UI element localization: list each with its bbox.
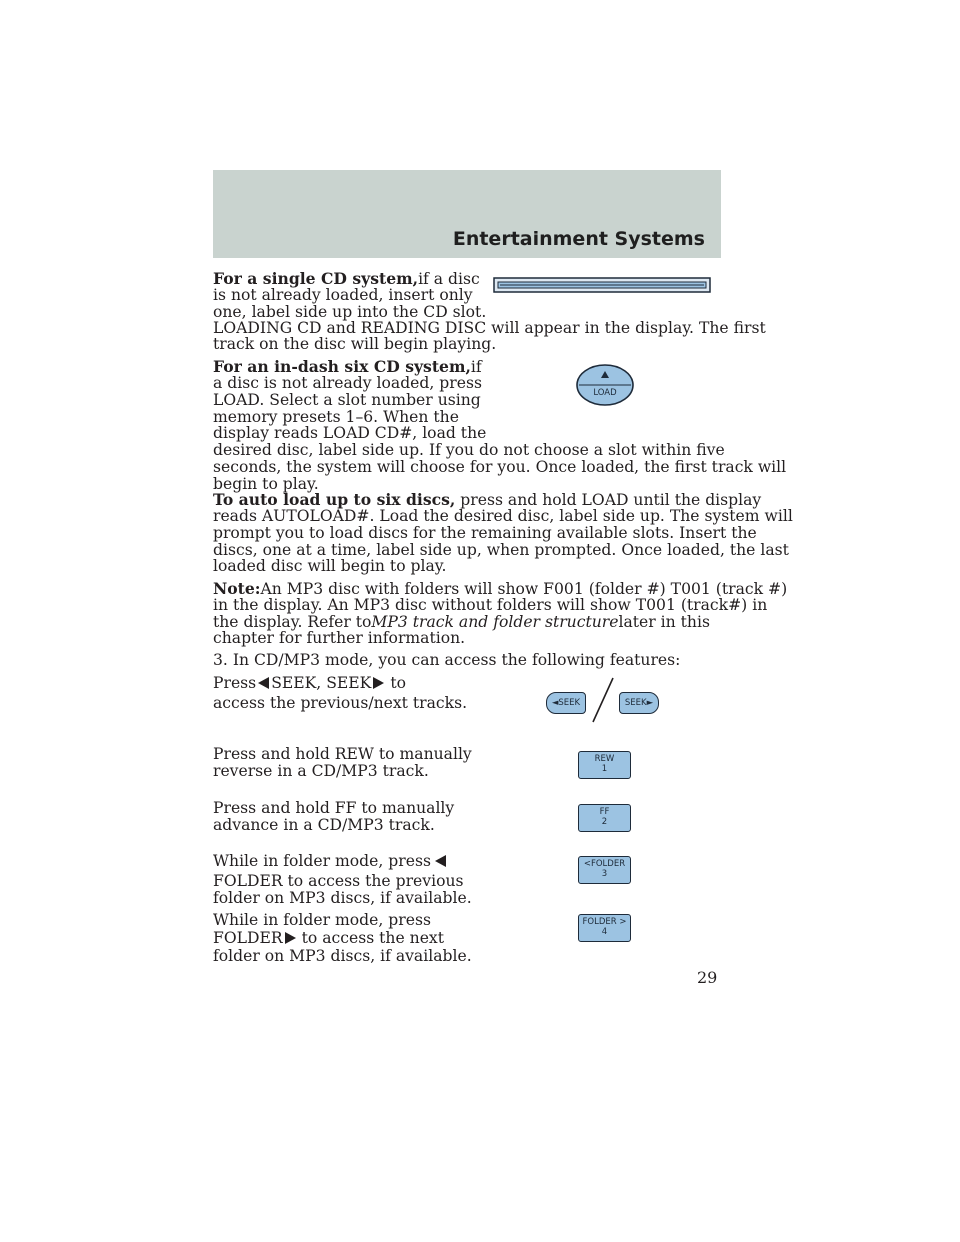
autoload-line-5: loaded disc will begin to play. (213, 557, 447, 575)
note-line-4: chapter for further information. (213, 629, 466, 647)
six-cd-line-7: seconds, the system will choose for you. Once loaded, the first track will (213, 458, 787, 476)
folder-prev-line-1: While in folder mode, press (213, 853, 448, 870)
seek-line-2: access the previous/next tracks. (213, 694, 468, 712)
folder-next-line-1: While in folder mode, press (213, 911, 431, 929)
rew-button: REW 1 (578, 751, 631, 779)
seek-line-1: Press SEEK, SEEK to (213, 674, 406, 692)
single-cd-line-4: LOADING CD and READING DISC will appear in the display. The first (213, 319, 766, 337)
six-cd-line-5: display reads LOAD CD#, load the (213, 424, 487, 442)
six-cd-line-8: begin to play. (213, 475, 319, 493)
rew-line-1: Press and hold REW to manually (213, 745, 472, 763)
left-arrow-icon (435, 855, 446, 867)
ff-line-2: advance in a CD/MP3 track. (213, 816, 435, 834)
six-cd-line-4: memory presets 1–6. When the (213, 408, 459, 426)
page-number: 29 (697, 968, 718, 987)
note-line-1: Note:An MP3 disc with folders will show F001 (folder #) T001 (track #) (213, 579, 788, 598)
six-cd-line-6: desired disc, label side up. If you do not choose a slot within five (213, 441, 725, 459)
folder-prev-line-2: FOLDER to access the previous (213, 872, 464, 890)
six-cd-line-1: For an in-dash six CD system,if (213, 357, 482, 376)
folder-prev-button: <FOLDER 3 (578, 856, 631, 884)
seek-prev-button: ◄SEEK (546, 692, 586, 714)
seek-next-button: SEEK► (619, 692, 659, 714)
note-line-3: the display. Refer toMP3 track and folder structurelater in this (213, 613, 710, 631)
folder-next-line-2: FOLDER to access the next (213, 929, 444, 947)
note-line-2: in the display. An MP3 disc without folders will show T001 (track#) in (213, 596, 768, 614)
folder-next-button: FOLDER > 4 (578, 914, 631, 942)
cd-slot-illustration (493, 277, 711, 293)
left-arrow-icon (258, 677, 269, 689)
folder-next-line-3: folder on MP3 discs, if available. (213, 947, 472, 965)
autoload-line-3: prompt you to load discs for the remaining available slots. Insert the (213, 524, 757, 542)
right-arrow-icon (373, 677, 384, 689)
ff-button: FF 2 (578, 804, 631, 832)
seek-divider (591, 676, 615, 724)
folder-prev-line-3: folder on MP3 discs, if available. (213, 889, 472, 907)
rew-line-2: reverse in a CD/MP3 track. (213, 762, 429, 780)
load-button (575, 363, 635, 407)
autoload-line-2: reads AUTOLOAD#. Load the desired disc, label side up. The system will (213, 507, 793, 525)
load-button-shape (575, 363, 635, 407)
single-cd-line-1: For a single CD system,if a disc (213, 269, 480, 288)
autoload-line-1: To auto load up to six discs, press and hold LOAD until the display (213, 490, 762, 509)
step-3: 3. In CD/MP3 mode, you can access the following features: (213, 651, 681, 669)
header-band (213, 170, 721, 258)
autoload-line-4: discs, one at a time, label side up, when prompted. Once loaded, the last (213, 541, 789, 559)
single-cd-line-3: one, label side up into the CD slot. (213, 303, 487, 321)
right-arrow-icon (285, 932, 296, 944)
single-cd-line-5: track on the disc will begin playing. (213, 335, 497, 353)
six-cd-line-3: LOAD. Select a slot number using (213, 391, 481, 409)
six-cd-line-2: a disc is not already loaded, press (213, 374, 482, 392)
load-button-label: LOAD (593, 388, 617, 398)
single-cd-line-2: is not already loaded, insert only (213, 286, 473, 304)
ff-line-1: Press and hold FF to manually (213, 799, 455, 817)
section-title: Entertainment Systems (452, 228, 705, 250)
